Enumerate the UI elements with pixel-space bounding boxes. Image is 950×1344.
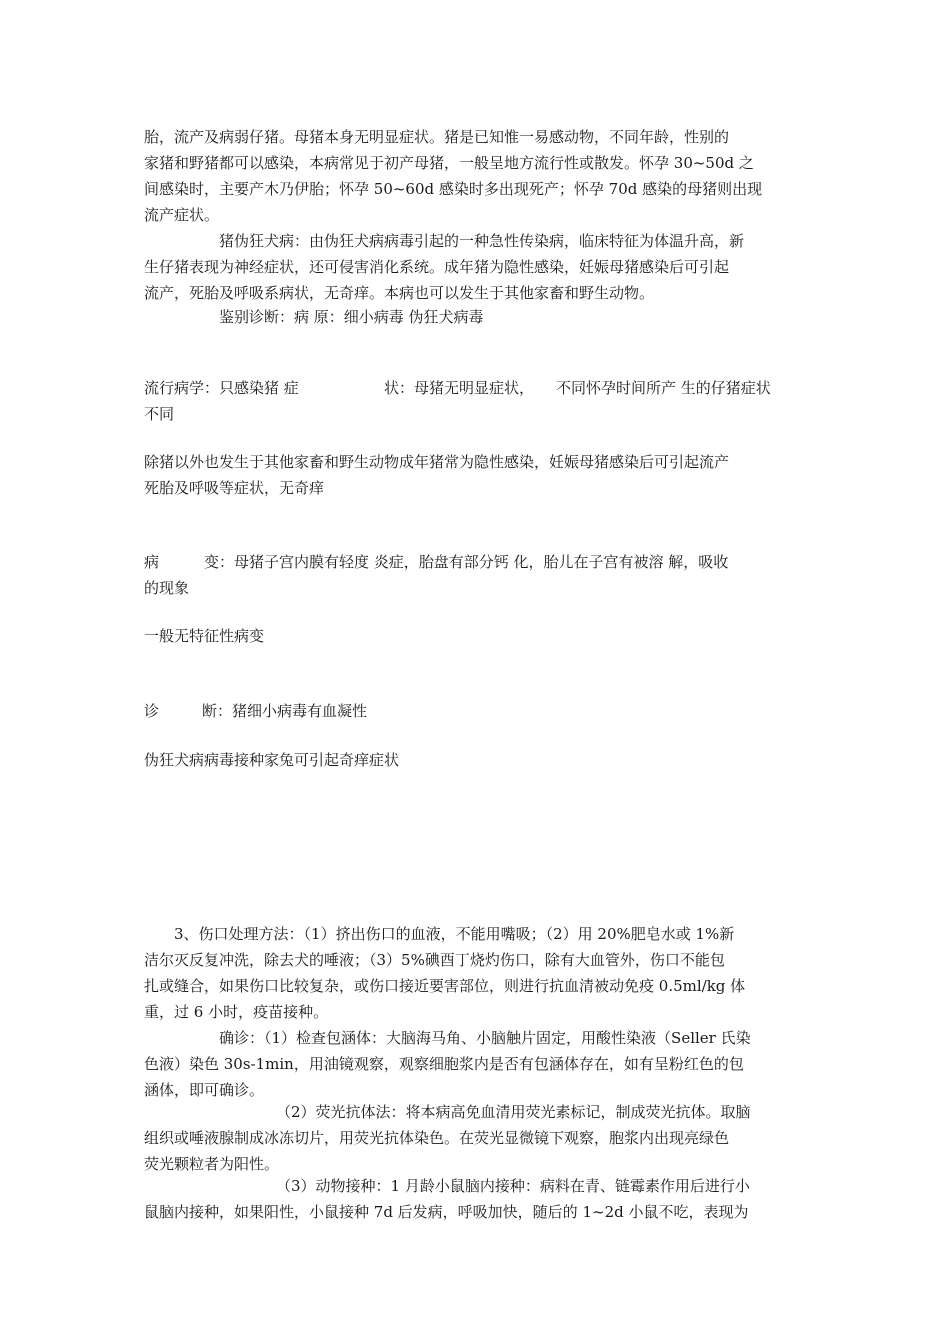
paragraph-parvovirus bbox=[144, 124, 807, 228]
text-line: 重，过 6 小时，疫苗接种。 bbox=[144, 1003, 329, 1021]
text-line: （2）荧光抗体法：将本病高免血清用荧光素标记，制成荧光抗体。取脑 bbox=[276, 1103, 751, 1121]
text-line bbox=[144, 375, 807, 401]
text-line: 色液）染色 30s-1min，用油镜观察，观察细胞浆内是否有包涵体存在，如有呈粉红色的包 bbox=[144, 1055, 744, 1073]
text-line: 一般无特征性病变 bbox=[144, 627, 265, 645]
text-line: 3、伤口处理方法：（1）挤出伤口的血液，不能用嘴吸；（2）用 20%肥皂水或 1%新 bbox=[174, 925, 735, 943]
paragraph-diagnosis bbox=[144, 698, 807, 724]
paragraph-differential-diagnosis bbox=[144, 304, 807, 330]
text-line: 胎，流产及病弱仔猪。母猪本身无明显症状。猪是已知惟一易感动物，不同年龄，性别的 bbox=[144, 128, 730, 146]
text-line: 涵体，即可确诊。 bbox=[144, 1081, 265, 1099]
epidemiology-label: 流行病学：只感染猪 症 bbox=[144, 379, 299, 397]
diagnosis-text: 断：猪细小病毒有血凝性 bbox=[202, 702, 368, 720]
text-line: （3）动物接种：1 月龄小鼠脑内接种：病料在青、链霉素作用后进行小 bbox=[276, 1177, 750, 1195]
paragraph-rabbit-inoculation bbox=[144, 747, 807, 773]
epidemiology-pregnancy: 不同怀孕时间所产 生的仔猪症状 bbox=[556, 379, 771, 397]
text-line: 组织或唾液腺制成冰冻切片，用荧光抗体染色。在荧光显微镜下观察，胞浆内出现亮绿色 bbox=[144, 1129, 730, 1147]
epidemiology-symptom: 状：母猪无明显症状， bbox=[384, 379, 535, 397]
text-line: 不同 bbox=[144, 405, 175, 423]
lesions-label: 病 bbox=[144, 553, 160, 571]
text-line: 家猪和野猪都可以感染，本病常见于初产母猪，一般呈地方流行性或散发。怀孕 30~50d 之 bbox=[144, 154, 754, 172]
paragraph-epidemiology bbox=[144, 375, 807, 427]
paragraph-no-specific-lesions bbox=[144, 623, 807, 649]
text-line: 死胎及呼吸等症状，无奇痒 bbox=[144, 479, 325, 497]
text-line: 间感染时，主要产木乃伊胎；怀孕 50~60d 感染时多出现死产；怀孕 70d 感染的母猪则出现 bbox=[144, 180, 763, 198]
text-line: 洁尔灭反复冲洗，除去犬的唾液；（3）5%碘酉丁烧灼伤口，除有大血管外，伤口不能包 bbox=[144, 951, 725, 969]
text-line: 伪狂犬病病毒接种家兔可引起奇痒症状 bbox=[144, 751, 400, 769]
text-line: 荧光颗粒者为阳性。 bbox=[144, 1155, 280, 1173]
paragraph-host-range bbox=[144, 449, 807, 501]
text-line bbox=[144, 698, 807, 724]
text-line: 的现象 bbox=[144, 579, 190, 597]
text-line: 确诊：（1）检查包涵体：大脑海马角、小脑触片固定，用酸性染液（Seller 氏染 bbox=[219, 1029, 751, 1047]
paragraph-confirm-inclusion-body bbox=[144, 1025, 807, 1103]
paragraph-lesions bbox=[144, 549, 807, 601]
paragraph-fluorescent-antibody bbox=[144, 1099, 807, 1177]
text-line: 生仔猪表现为神经症状，还可侵害消化系统。成年猪为隐性感染，妊娠母猪感染后可引起 bbox=[144, 258, 730, 276]
paragraph-pseudorabies bbox=[144, 228, 807, 306]
text-line: 除猪以外也发生于其他家畜和野生动物成年猪常为隐性感染，妊娠母猪感染后可引起流产 bbox=[144, 453, 730, 471]
text-line: 扎或缝合，如果伤口比较复杂，或伤口接近要害部位，则进行抗血清被动免疫 0.5ml/kg 体 bbox=[144, 977, 746, 995]
diagnosis-label: 诊 bbox=[144, 702, 160, 720]
paragraph-animal-inoculation bbox=[144, 1173, 807, 1225]
paragraph-wound-treatment bbox=[144, 921, 807, 1025]
lesions-text: 变：母猪子宫内膜有轻度 炎症，胎盘有部分钙 化，胎儿在子宫有被溶 解，吸收 bbox=[204, 553, 729, 571]
text-line: 猪伪狂犬病：由伪狂犬病病毒引起的一种急性传染病，临床特征为体温升高，新 bbox=[219, 232, 745, 250]
text-line: 流产，死胎及呼吸系病状，无奇痒。本病也可以发生于其他家畜和野生动物。 bbox=[144, 284, 655, 302]
text-line: 鼠脑内接种，如果阳性，小鼠接种 7d 后发病，呼吸加快，随后的 1~2d 小鼠不吃，表现为 bbox=[144, 1203, 749, 1221]
text-line: 流产症状。 bbox=[144, 206, 220, 224]
text-line: 鉴别诊断：病 原：细小病毒 伪狂犬病毒 bbox=[219, 308, 484, 326]
text-line bbox=[144, 549, 807, 575]
